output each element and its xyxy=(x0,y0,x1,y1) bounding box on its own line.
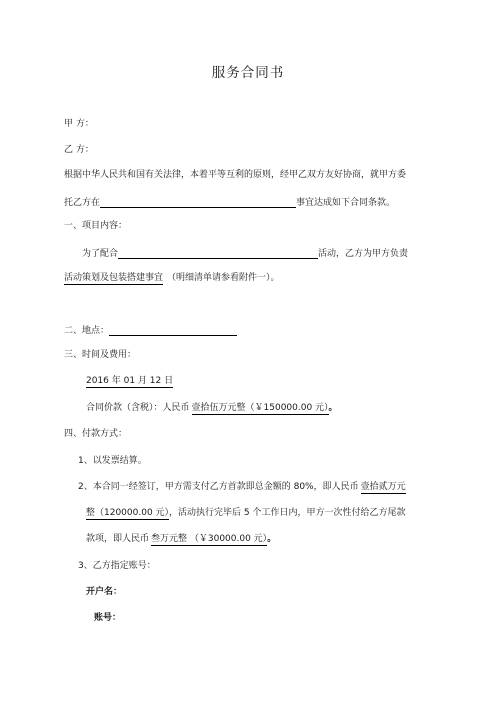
payment-term-3: 3、乙方指定账号： xyxy=(78,561,156,571)
document-title: 服务合同书 xyxy=(211,65,285,81)
intro-prefix: 托乙方在 xyxy=(64,198,101,208)
price-label: 合同价款（含税）：人民币 xyxy=(86,403,190,413)
payment-2-amount-part1: 壹拾贰万元 xyxy=(360,482,406,492)
location-blank xyxy=(109,325,237,336)
price-end: 。 xyxy=(328,403,338,413)
section-4-heading: 四、付款方式： xyxy=(64,429,128,439)
payment-term-2-line1 xyxy=(78,483,406,492)
price-line xyxy=(86,404,338,413)
party-b-label: 乙 方： xyxy=(64,145,94,155)
final-payment-amount: 叁万元整 （￥30000.00 元） xyxy=(151,534,268,544)
intro-paragraph-line2 xyxy=(64,197,395,208)
intro-suffix: 事宜达成如下合同条款。 xyxy=(296,198,396,208)
section-3-heading: 三、时间及费用： xyxy=(64,350,137,360)
date-line xyxy=(86,377,173,386)
account-name-label: 开户名： xyxy=(86,587,123,597)
payment-2-remainder: ，活动执行完毕后 5 个工作日内，甲方一次性付给乙方尾款 xyxy=(169,508,406,518)
project-blank xyxy=(100,197,296,208)
payment-term-2-line2 xyxy=(86,509,405,518)
final-payment-label: 款项，即人民币 xyxy=(86,534,150,544)
section-2-heading xyxy=(64,325,237,336)
final-payment-end: 。 xyxy=(267,534,277,544)
event-blank xyxy=(118,248,318,259)
account-number-label: 账号： xyxy=(94,613,122,623)
payment-2-amount-part2: 整（120000.00 元） xyxy=(86,508,170,518)
contract-date: 2016 年 01 月 12 日 xyxy=(86,376,174,386)
item-line1 xyxy=(82,248,408,259)
item-attachment-note: （明细清单请参看附件一）。 xyxy=(167,273,280,283)
payment-2-text: 2、本合同一经签订，甲方需支付乙方首款即总金额的 80%，即人民币 xyxy=(78,482,359,492)
section-1-heading: 一、项目内容： xyxy=(64,221,128,231)
item-line2 xyxy=(64,274,280,283)
location-label: 二、地点： xyxy=(64,326,110,336)
party-a-label: 甲 方： xyxy=(64,119,94,129)
item-underlined-scope: 活动策划及包装搭建事宜 xyxy=(64,273,164,283)
payment-term-2-line3 xyxy=(86,535,276,544)
intro-paragraph-line1: 根据中华人民共和国有关法律，本着平等互利的原则，经甲乙双方友好协商，就甲方委 xyxy=(64,170,407,180)
payment-term-1: 1、以发票结算。 xyxy=(78,456,147,466)
item-suffix: 活动，乙方为甲方负责 xyxy=(318,249,409,259)
price-amount: 壹拾伍万元整（￥150000.00 元） xyxy=(191,403,329,413)
item-prefix: 为了配合 xyxy=(82,249,119,259)
